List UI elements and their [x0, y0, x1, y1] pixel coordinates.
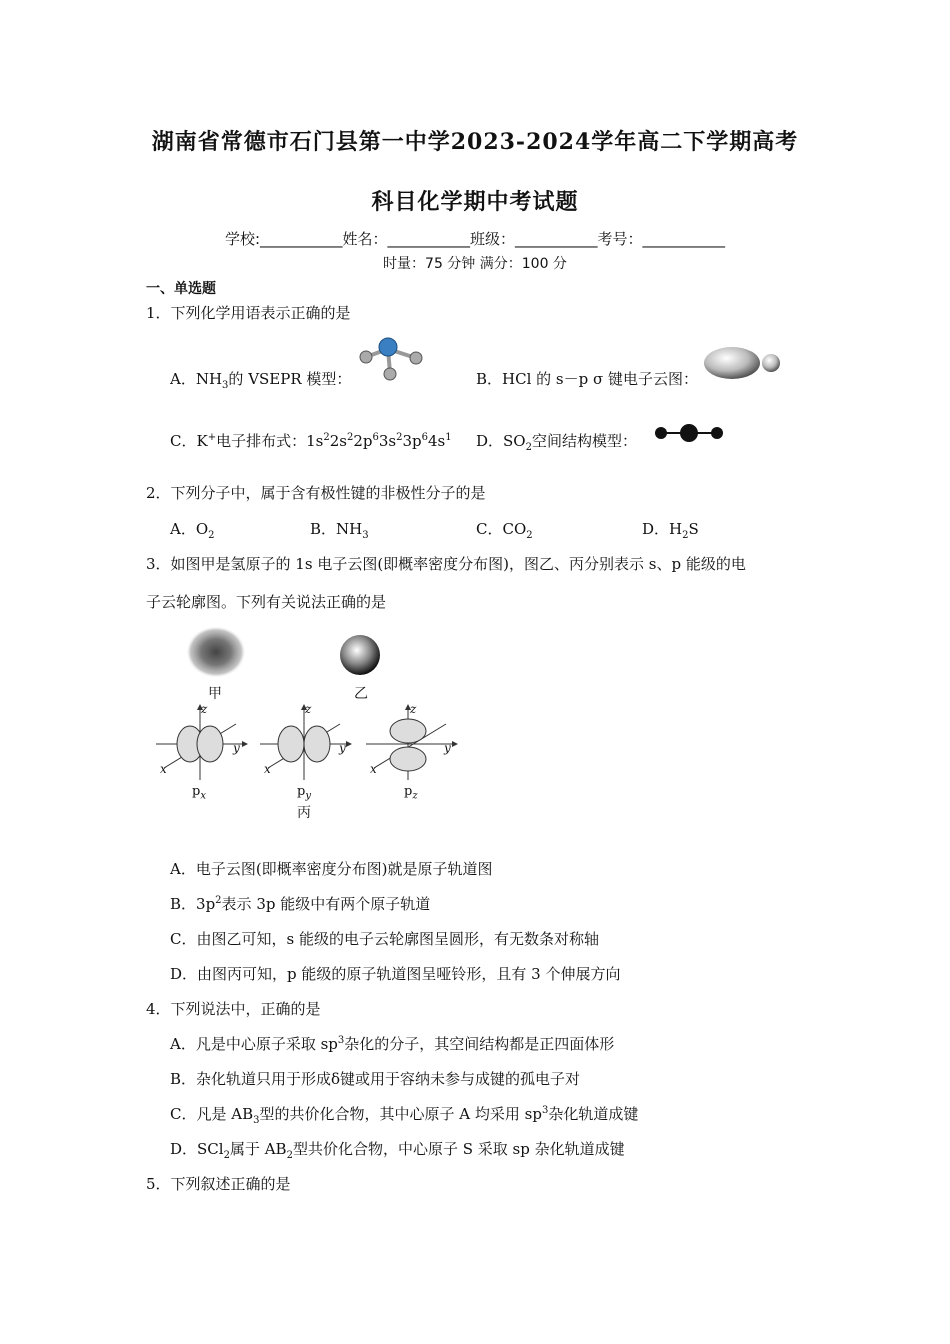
question-4-stem: 4．下列说法中，正确的是: [146, 1000, 321, 1018]
q1-option-b: B．HCl 的 s－p σ 键电子云图：: [476, 370, 698, 388]
figure-yi-label: 乙: [354, 686, 368, 702]
hcl-sigma-bond-cloud-icon: [702, 343, 782, 383]
px-axis-x: x: [160, 762, 167, 776]
page-title-line2: 科目化学期中考试题: [371, 189, 579, 215]
pz-axis-z: z: [410, 702, 417, 716]
question-5-stem: 5．下列叙述正确的是: [146, 1175, 291, 1193]
question-3-stem-line2: 子云轮廓图。下列有关说法正确的是: [146, 593, 387, 611]
q4-option-b: B．杂化轨道只用于形成δ键或用于容纳未参与成键的孤电子对: [170, 1070, 581, 1088]
q2-option-a: A．$O_2$: [170, 520, 215, 541]
q2-option-b: B．$NH_3$: [310, 520, 369, 541]
pz-label: $p_z$: [404, 784, 418, 802]
pz-axis-y: y: [444, 741, 451, 755]
hydrogen-1s-electron-cloud-image: [184, 624, 248, 680]
q1-option-d: D．$SO_2$空间结构模型：: [476, 432, 637, 453]
py-axis-y: y: [339, 741, 346, 755]
question-1-stem: 1．下列化学用语表示正确的是: [146, 304, 351, 322]
q1-option-a: A．$NH_3$的 VSEPR 模型：: [170, 370, 352, 391]
q1-option-c: C．K+电子排布式：$1s^22s^22p^63s^23p^64s^1$: [170, 432, 452, 450]
q3-option-b: B．$3p^2$表示 3p 能级中有两个原子轨道: [170, 895, 431, 913]
q4-option-d: D．SCl$_2$属于 $AB_2$型共价化合物，中心原子 S 采取 sp 杂化轨道成键: [170, 1140, 625, 1161]
py-axis-z: z: [305, 702, 312, 716]
section-heading: 一、单选题: [146, 281, 216, 297]
figure-jia-label: 甲: [208, 686, 222, 702]
q4-option-c: C．凡是 $AB_3$型的共价化合物，其中心原子 A 均采用 $sp^3$杂化轨道成键: [170, 1105, 639, 1126]
q3-option-d: D．由图丙可知，p 能级的原子轨道图呈哑铃形，且有 3 个伸展方向: [170, 965, 621, 983]
student-info-fields[interactable]: 学校:___________姓名：___________班级：___________考号：___________: [224, 230, 726, 248]
px-axis-z: z: [201, 702, 208, 716]
question-2-stem: 2．下列分子中，属于含有极性键的非极性分子的是: [146, 484, 486, 502]
so2-linear-model-icon: [652, 422, 726, 444]
q3-option-a: A．电子云图(即概率密度分布图)就是原子轨道图: [170, 860, 493, 878]
py-axis-x: x: [264, 762, 271, 776]
px-label: $p_x$: [192, 784, 206, 802]
time-score-info: 时量：75 分钟 满分：100 分: [383, 256, 567, 272]
q2-option-c: C．$CO_2$: [476, 520, 533, 541]
nh3-vsepr-model-icon: [352, 335, 432, 385]
pz-axis-x: x: [370, 762, 377, 776]
q3-option-c: C．由图乙可知，s 能级的电子云轮廓图呈圆形，有无数条对称轴: [170, 930, 599, 948]
page-title-line1: 湖南省常德市石门县第一中学2023-2024学年高二下学期高考: [151, 129, 799, 155]
py-label: $p_y$: [297, 784, 311, 802]
s-orbital-sphere-image: [338, 633, 382, 677]
figure-bing-label: 丙: [297, 805, 311, 821]
q4-option-a: A．凡是中心原子采取 $sp^3$杂化的分子，其空间结构都是正四面体形: [170, 1035, 615, 1053]
q2-option-d: D．$H_2S$: [642, 520, 699, 541]
question-3-stem-line1: 3．如图甲是氢原子的 1s 电子云图(即概率密度分布图)，图乙、丙分别表示 s、p 能级的电: [146, 555, 746, 573]
px-axis-y: y: [233, 741, 240, 755]
